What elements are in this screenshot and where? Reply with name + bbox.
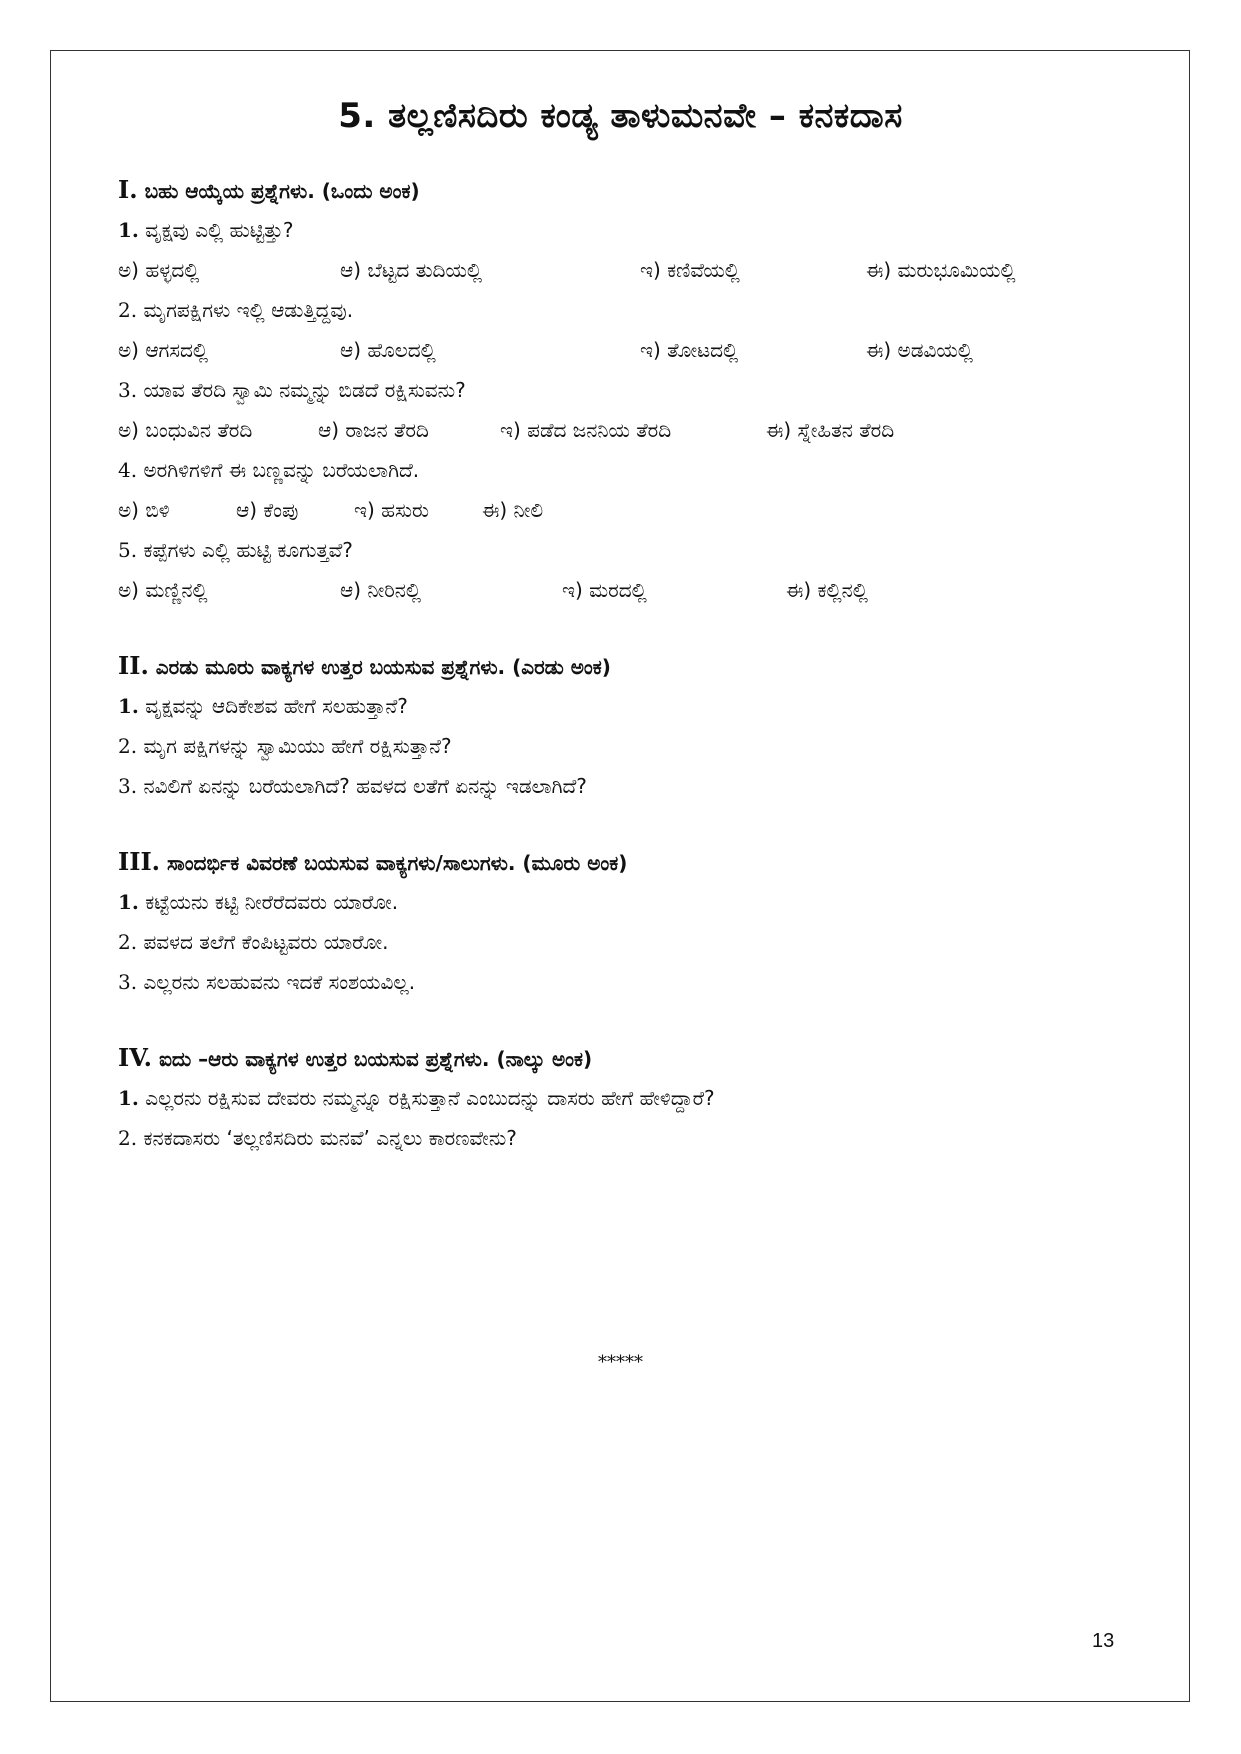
question-number: 2.	[118, 298, 138, 322]
question	[118, 530, 1118, 570]
option-b: ಆ) ನೀರಿನಲ್ಲಿ	[340, 578, 422, 602]
option-c: ಇ) ತೋಟದಲ್ಲಿ	[640, 338, 739, 362]
question-text: ನವಿಲಿಗೆ ಏನನ್ನು ಬರೆಯಲಾಗಿದೆ? ಹವಳದ ಲತೆಗೆ ಏನನ್ನು ಇಡಲಾಗಿದೆ?	[143, 774, 587, 798]
question-text: ವೃಕ್ಷವು ಎಲ್ಲಿ ಹುಟ್ಟಿತ್ತು?	[145, 218, 294, 242]
question	[118, 370, 1118, 410]
question-number: 5.	[118, 538, 138, 562]
question-text: ಮೃಗ ಪಕ್ಷಿಗಳನ್ನು ಸ್ವಾಮಿಯು ಹೇಗೆ ರಕ್ಷಿಸುತ್ತಾನೆ?	[143, 734, 452, 758]
section-number: III.	[118, 847, 161, 876]
question-text: ಅರಗಿಳಿಗಳಿಗೆ ಈ ಬಣ್ಣವನ್ನು ಬರೆಯಲಾಗಿದೆ.	[143, 458, 420, 482]
section-heading	[118, 1038, 1118, 1078]
question	[118, 290, 1118, 330]
question-text: ಕಟ್ಟೆಯನು ಕಟ್ಟಿ ನೀರೆರೆದವರು ಯಾರೋ.	[145, 890, 399, 914]
answer-options	[118, 570, 1118, 610]
page-number: 13	[1092, 1630, 1115, 1652]
answer-options	[118, 490, 1118, 530]
option-a: ಅ) ಹಳ್ಳದಲ್ಲಿ	[118, 258, 200, 282]
option-d: ಈ) ಅಡವಿಯಲ್ಲಿ	[866, 338, 973, 362]
section-heading	[118, 170, 1118, 210]
option-c: ಇ) ಹಸುರು	[354, 498, 429, 522]
question	[118, 686, 1118, 726]
question-text: ಪವಳದ ತಲೆಗೆ ಕೆಂಪಿಟ್ಟವರು ಯಾರೋ.	[143, 930, 389, 954]
question-text: ಎಲ್ಲರನು ರಕ್ಷಿಸುವ ದೇವರು ನಮ್ಮನ್ನೂ ರಕ್ಷಿಸುತ್ತಾನೆ ಎಂಬುದನ್ನು ದಾಸರು ಹೇಗೆ ಹೇಳಿದ್ದಾರೆ?	[145, 1086, 715, 1110]
section-long-answer	[118, 1038, 1118, 1158]
question	[118, 210, 1118, 250]
option-a: ಅ) ಆಗಸದಲ್ಲಿ	[118, 338, 209, 362]
question-text: ಎಲ್ಲರನು ಸಲಹುವನು ಇದಕೆ ಸಂಶಯವಿಲ್ಲ.	[143, 970, 416, 994]
option-a: ಅ) ಬಿಳಿ	[118, 498, 170, 522]
question	[118, 882, 1118, 922]
end-marker: *****	[598, 1352, 643, 1373]
question-number: 2.	[118, 1126, 138, 1150]
section-number: II.	[118, 651, 149, 680]
question-number: 2.	[118, 930, 138, 954]
answer-options	[118, 330, 1118, 370]
section-context-explanation	[118, 842, 1118, 1002]
option-c: ಇ) ಕಣಿವೆಯಲ್ಲಿ	[640, 258, 740, 282]
section-number: IV.	[118, 1043, 153, 1072]
section-heading-text: ಸಾಂದರ್ಭಿಕ ವಿವರಣೆ ಬಯಸುವ ವಾಕ್ಯಗಳು/ಸಾಲುಗಳು. (ಮೂರು ಅಂಕ)	[167, 851, 628, 875]
question-number: 1.	[118, 694, 139, 718]
page-title: 5. ತಲ್ಲಣಿಸದಿರು ಕಂಡ್ಯ ತಾಳುಮನವೇ – ಕನಕದಾಸ	[338, 96, 903, 136]
question-text: ಕಪ್ಪೆಗಳು ಎಲ್ಲಿ ಹುಟ್ಟಿ ಕೂಗುತ್ತವೆ?	[143, 538, 353, 562]
option-b: ಆ) ಬೆಟ್ಟದ ತುದಿಯಲ್ಲಿ	[340, 258, 483, 282]
section-heading	[118, 842, 1118, 882]
option-d: ಈ) ಸ್ನೇಹಿತನ ತೆರದಿ	[766, 418, 895, 442]
option-a: ಅ) ಬಂಧುವಿನ ತೆರದಿ	[118, 418, 253, 442]
section-multiple-choice	[118, 170, 1118, 610]
section-heading	[118, 646, 1118, 686]
section-number: I.	[118, 175, 138, 204]
question-number: 1.	[118, 890, 139, 914]
question-text: ಕನಕದಾಸರು ‘ತಲ್ಲಣಿಸದಿರು ಮನವೆ’ ಎನ್ನಲು ಕಾರಣವೇನು?	[143, 1126, 517, 1150]
question-text: ಯಾವ ತೆರದಿ ಸ್ವಾಮಿ ನಮ್ಮನ್ನು ಬಿಡದೆ ರಕ್ಷಿಸುವನು?	[143, 378, 466, 402]
section-heading-text: ಬಹು ಆಯ್ಕೆಯ ಪ್ರಶ್ನೆಗಳು. (ಒಂದು ಅಂಕ)	[144, 179, 420, 203]
question	[118, 1078, 1118, 1118]
question	[118, 726, 1118, 766]
option-c: ಇ) ಮರದಲ್ಲಿ	[562, 578, 647, 602]
question	[118, 1118, 1118, 1158]
option-d: ಈ) ನೀಲಿ	[482, 498, 544, 522]
question-number: 1.	[118, 1086, 139, 1110]
section-heading-text: ಐದು –ಆರು ವಾಕ್ಯಗಳ ಉತ್ತರ ಬಯಸುವ ಪ್ರಶ್ನೆಗಳು. (ನಾಲ್ಕು ಅಂಕ)	[158, 1047, 593, 1071]
question-number: 1.	[118, 218, 139, 242]
question-number: 3.	[118, 774, 138, 798]
option-b: ಆ) ಕೆಂಪು	[236, 498, 299, 522]
option-d: ಈ) ಕಲ್ಲಿನಲ್ಲಿ	[786, 578, 868, 602]
section-short-answer	[118, 646, 1118, 806]
option-d: ಈ) ಮರುಭೂಮಿಯಲ್ಲಿ	[866, 258, 1016, 282]
question-number: 3.	[118, 378, 138, 402]
question	[118, 450, 1118, 490]
question-number: 2.	[118, 734, 138, 758]
section-heading-text: ಎರಡು ಮೂರು ವಾಕ್ಯಗಳ ಉತ್ತರ ಬಯಸುವ ಪ್ರಶ್ನೆಗಳು. (ಎರಡು ಅಂಕ)	[155, 655, 611, 679]
document-body	[118, 170, 1118, 1194]
option-c: ಇ) ಪಡೆದ ಜನನಿಯ ತೆರದಿ	[500, 418, 672, 442]
question	[118, 766, 1118, 806]
question-number: 3.	[118, 970, 138, 994]
question-number: 4.	[118, 458, 138, 482]
question	[118, 922, 1118, 962]
answer-options	[118, 410, 1118, 450]
question-text: ಮೃಗಪಕ್ಷಿಗಳು ಇಲ್ಲಿ ಆಡುತ್ತಿದ್ದವು.	[143, 298, 354, 322]
answer-options	[118, 250, 1118, 290]
option-b: ಆ) ರಾಜನ ತೆರದಿ	[318, 418, 429, 442]
question-text: ವೃಕ್ಷವನ್ನು ಆದಿಕೇಶವ ಹೇಗೆ ಸಲಹುತ್ತಾನೆ?	[145, 694, 408, 718]
question	[118, 962, 1118, 1002]
option-a: ಅ) ಮಣ್ಣಿನಲ್ಲಿ	[118, 578, 208, 602]
option-b: ಆ) ಹೊಲದಲ್ಲಿ	[340, 338, 436, 362]
